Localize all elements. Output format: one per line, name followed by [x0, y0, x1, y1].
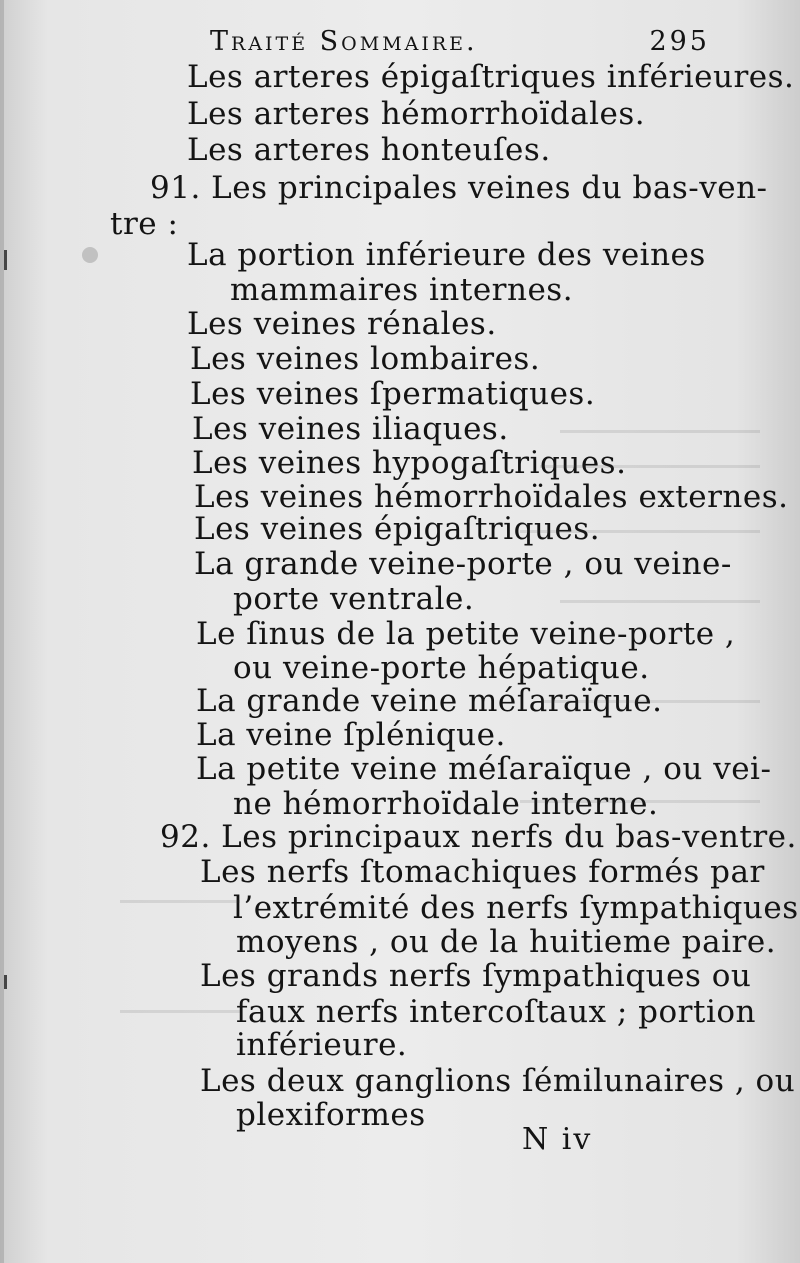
text-line: La veine ſplénique. [196, 717, 506, 753]
text-line: La petite veine méſaraïque , ou vei- [196, 751, 772, 787]
text-line: Les arteres épigaſtriques inférieures. [187, 59, 795, 95]
text-line: Les veines lombaires. [190, 341, 541, 377]
text-line: Les arteres honteuſes. [187, 132, 551, 168]
text-line: Les veines rénales. [187, 306, 497, 342]
signature-mark: N iv [522, 1122, 593, 1157]
text-line: mammaires internes. [230, 272, 574, 308]
page-number: 295 [649, 26, 710, 57]
text-line: Les veines iliaques. [192, 411, 509, 447]
text-line: Les veines ſpermatiques. [190, 376, 596, 412]
text-line: Les deux ganglions ſémilunaires , ou [200, 1063, 796, 1099]
text-line: Les veines hypogaſtriques. [192, 445, 627, 481]
text-line: La portion inférieure des veines [187, 237, 706, 273]
text-line: l’extrémité des nerfs ſympathiques [233, 890, 799, 926]
text-line: ou veine-porte hépatique. [233, 650, 650, 686]
text-line: 91. Les principales veines du bas-ven- [150, 170, 768, 206]
text-line: porte ventrale. [233, 581, 475, 617]
text-line: Les veines épigaſtriques. [194, 511, 601, 547]
text-line: moyens , ou de la huitieme paire. [236, 924, 777, 960]
text-line: Les veines hémorrhoïdales externes. [194, 479, 789, 515]
text-line: La grande veine-porte , ou veine- [194, 546, 732, 582]
text-line: Les grands nerfs ſympathiques ou [200, 958, 752, 994]
running-title: Traité Sommaire. [210, 26, 478, 57]
text-line: faux nerfs intercoſtaux ; portion [236, 994, 756, 1030]
text-line: 92. Les principaux nerfs du bas-ventre. [160, 819, 797, 855]
text-line: La grande veine méſaraïque. [196, 683, 663, 719]
text-line: tre : [110, 206, 179, 242]
text-line: Les arteres hémorrhoïdales. [187, 96, 646, 132]
text-line: ne hémorrhoïdale interne. [233, 786, 659, 822]
text-line: Les nerfs ſtomachiques formés par [200, 854, 765, 890]
text-line: plexiformes [236, 1097, 426, 1133]
text-line: inférieure. [236, 1027, 408, 1063]
text-line: Le ſinus de la petite veine-porte , [196, 616, 736, 652]
